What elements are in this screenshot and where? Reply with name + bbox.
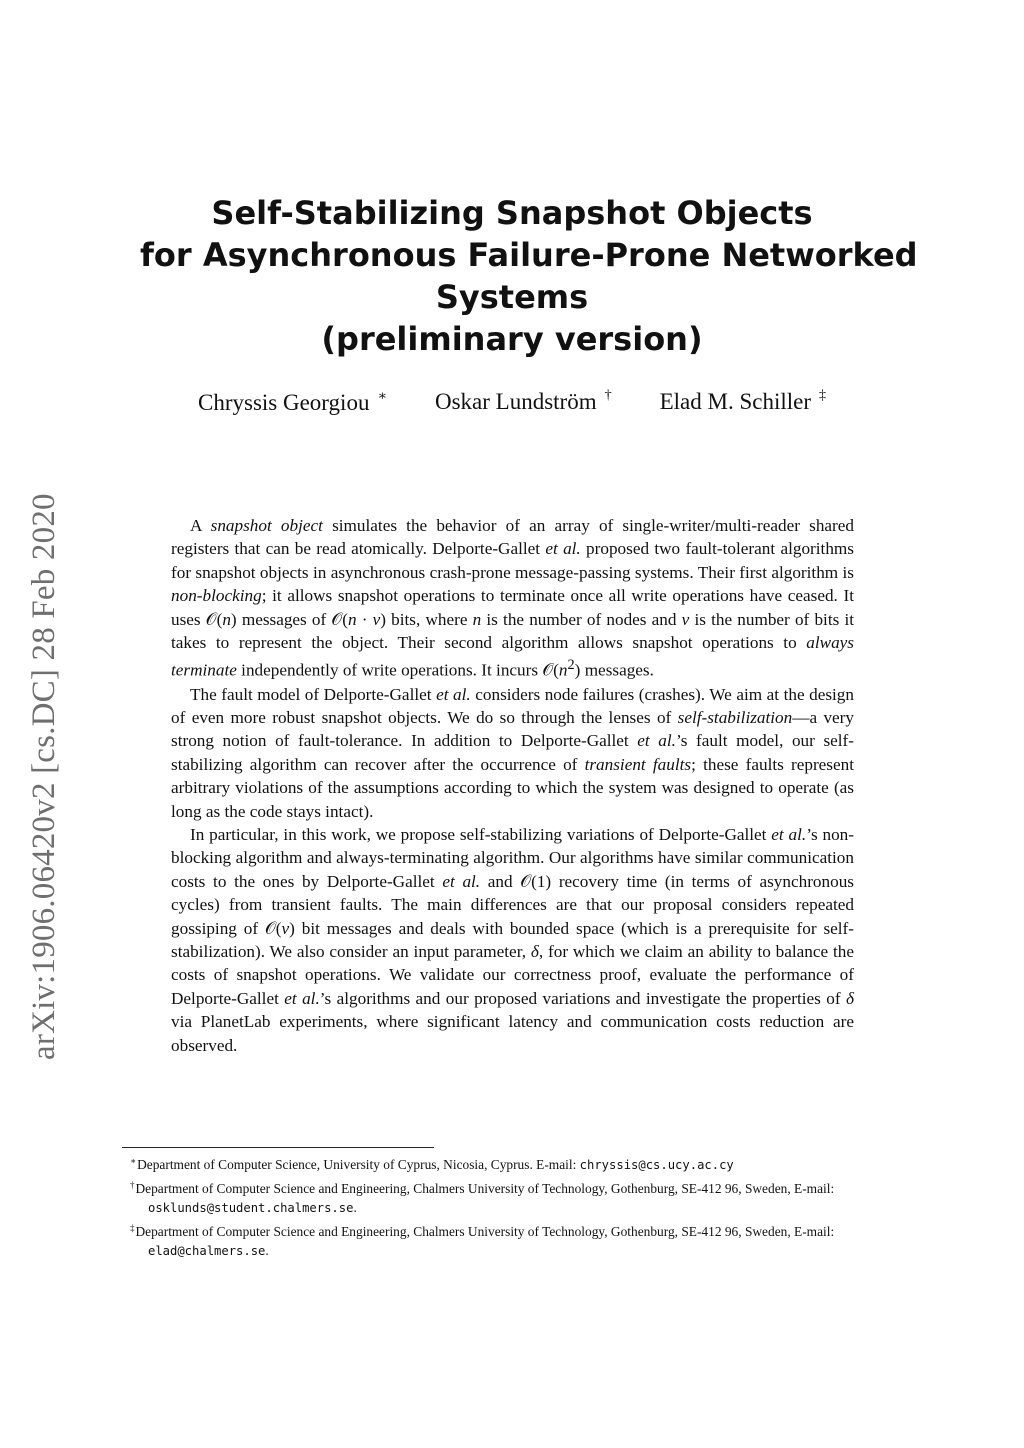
math-symbol: n [222, 609, 231, 629]
footnote-affiliation: †Department of Computer Science and Engineering, Chalmers University of Technology, Gothenburg, SE-412 96, Sweden, E-mail: osklunds@student.chalmers.se. [130, 1179, 835, 1215]
math-symbol: ν [681, 609, 690, 629]
email-address: elad@chalmers.se [148, 1244, 266, 1258]
title-line-3: Systems [435, 278, 589, 316]
emphasis: et al. [771, 825, 807, 845]
footnote-affiliation: ∗Department of Computer Science, University of Cyprus, Nicosia, Cyprus. E-mail: chryssis@cs.ucy.ac.cy [130, 1156, 734, 1172]
author [435, 388, 612, 416]
emphasis: transient faults [584, 754, 692, 774]
emphasis: always terminate [171, 633, 854, 681]
author-footnote-mark: ‡ [818, 388, 826, 403]
math-symbol: ν [281, 918, 290, 938]
abstract-paragraph-1: A snapshot object simulates the behavior of an array of single-writer/multi-reader shared registers that can be read atomically. Delporte-Gallet et al. proposed two fault-tolerant algorithms for snapshot objects in asynchronous crash-prone message-passing systems. Their first algorithm is non-blocking; it allows snapshot operations to terminate once all write operations have ceased. It uses 𝒪(n) messages of 𝒪(n · ν) bits, where n is the number of nodes and ν is the number of bits it takes to represent the object. Their second algorithm allows snapshot operations to always terminate independently of write operations. It incurs $𝒪(n^2)$ messages. [171, 516, 855, 681]
footnotes [122, 1152, 904, 1262]
emphasis: et al. [436, 684, 471, 704]
title-line-1: Self-Stabilizing Snapshot Objects [211, 194, 813, 232]
emphasis: non-blocking [171, 586, 262, 606]
footnote-mark: ‡ [130, 1222, 135, 1233]
arxiv-identifier-stamp: arXiv:1906.06420v2 [cs.DC] 28 Feb 2020 [26, 493, 62, 1060]
author-name: Elad M. Schiller [659, 389, 811, 414]
author-name: Chryssis Georgiou [198, 390, 370, 415]
author [198, 388, 387, 416]
emphasis: et al. [284, 988, 320, 1008]
author-list [140, 388, 884, 416]
paper-title [140, 192, 918, 360]
footnote-affiliation: ‡Department of Computer Science and Engineering, Chalmers University of Technology, Gothenburg, SE-412 96, Sweden, E-mail: elad@chalmers.se. [130, 1222, 835, 1258]
emphasis: snapshot object [210, 516, 323, 535]
math-superscript: 2 [567, 657, 575, 674]
author-name: Oskar Lundström [434, 389, 597, 414]
author [660, 388, 826, 416]
math-symbol: ν [372, 609, 381, 629]
email-address: chryssis@cs.ucy.ac.cy [579, 1158, 734, 1172]
footnote-divider [122, 1147, 434, 1148]
emphasis: et al. [442, 871, 481, 891]
math-symbol: n [347, 609, 357, 629]
abstract [171, 514, 854, 1057]
emphasis: self-stabilization [677, 707, 793, 727]
footnote-mark: † [130, 1179, 135, 1190]
abstract-paragraph-3: In particular, in this work, we propose self-stabilizing variations of Delporte-Gallet et al.’s non-blocking algorithm and always-terminating algorithm. Our algorithms have similar communication costs to the ones by Delporte-Gallet et al. and 𝒪(1) recovery time (in terms of asynchronous cycles) from transient faults. The main differences are that our proposal considers repeated gossiping of 𝒪(ν) bit messages and deals with bounded space (which is a prerequisite for self-stabilization). We also consider an input parameter, δ, for which we claim an ability to balance the costs of snapshot operations. We validate our correctness proof, evaluate the performance of Delporte-Gallet et al.’s algorithms and our proposed variations and investigate the properties of δ via PlanetLab experiments, where significant latency and communication costs reduction are observed. [171, 825, 855, 1055]
footnote-mark: ∗ [130, 1156, 137, 1166]
math-symbol: n [472, 609, 482, 629]
math-symbol: δ [846, 988, 854, 1008]
math-symbol: n [558, 661, 568, 681]
title-line-4: (preliminary version) [321, 320, 703, 358]
abstract-paragraph-2: The fault model of Delporte-Gallet et al. considers node failures (crashes). We aim at the design of even more robust snapshot objects. We do so through the lenses of self-stabilization—a very strong notion of fault-tolerance. In addition to Delporte-Gallet et al.’s fault model, our self-stabilizing algorithm can recover after the occurrence of transient faults; these faults represent arbitrary violations of the assumptions according to which the system was designed to operate (as long as the code stays intact). [171, 684, 854, 821]
email-address: osklunds@student.chalmers.se [148, 1201, 354, 1215]
title-line-2: for Asynchronous Failure-Prone Networked [140, 236, 918, 274]
emphasis: et al. [637, 731, 676, 751]
author-footnote-mark: ∗ [377, 389, 387, 404]
emphasis: et al. [545, 539, 581, 559]
author-footnote-mark: † [604, 388, 612, 403]
math-symbol: δ [530, 942, 539, 962]
